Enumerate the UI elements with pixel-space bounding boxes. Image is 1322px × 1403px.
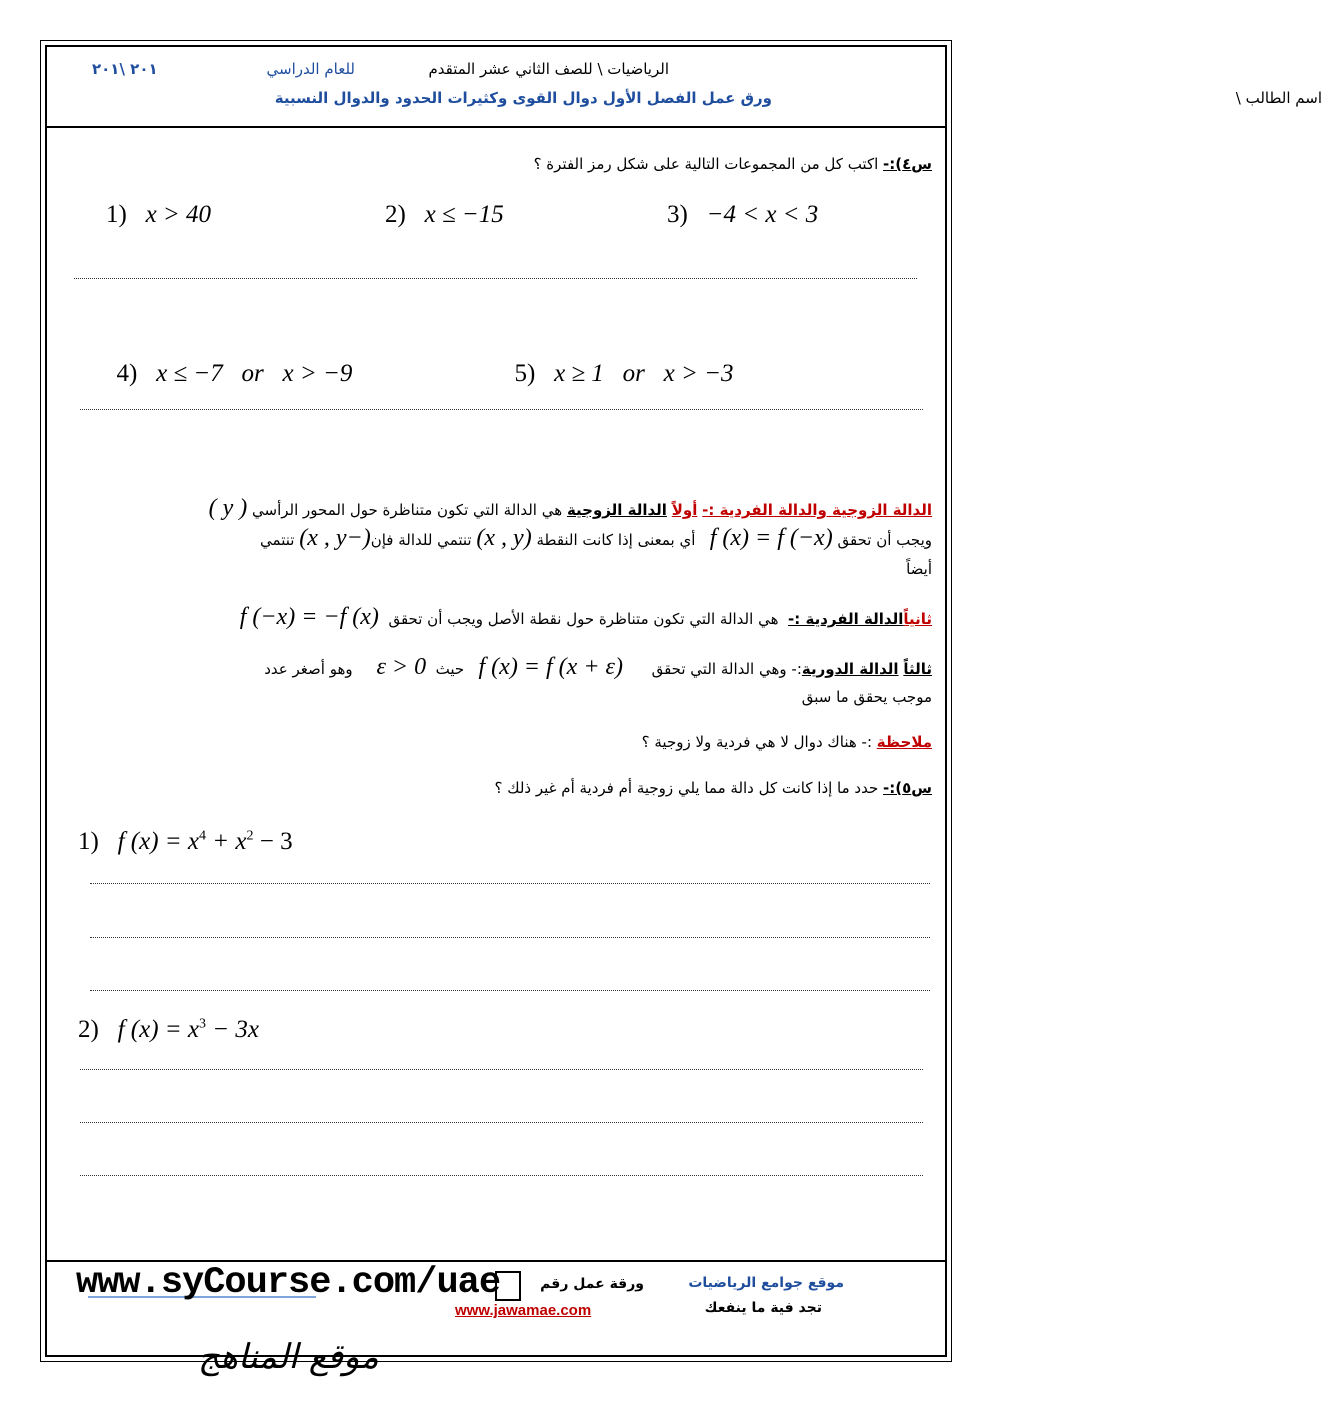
watermark-text: موقع المناهج xyxy=(198,1337,379,1377)
header-subject: الرياضيات \ للصف الثاني عشر المتقدم xyxy=(428,60,669,78)
even-condition: f (x) = f (−x) xyxy=(709,525,833,551)
even-label: الدالة الزوجية xyxy=(566,501,667,519)
second-label: ثانياً xyxy=(903,610,932,628)
periodic-condition: f (x) = f (x + ε) xyxy=(478,654,623,680)
q5-1-answer-line-1[interactable] xyxy=(90,883,930,884)
q4-item-3: 3) −4 < x < 3 xyxy=(667,201,819,228)
footer-slogan: تجد فية ما ينفعك xyxy=(704,1300,822,1316)
odd-def: ثانياًالدالة الفردية :- هي الدالة التي تكون متناظرة حول نقطة الأصل ويجب أن تحقق f (−x) = −f (x) xyxy=(239,604,932,630)
third-label: ثالثاً xyxy=(903,660,932,678)
q5-2-answer-line-2[interactable] xyxy=(80,1122,923,1123)
q4-answer-line-2[interactable] xyxy=(80,409,923,410)
footer-site-name: موقع جوامع الرياضيات xyxy=(688,1275,844,1291)
header-title: ورق عمل الفصل الأول دوال القوى وكثيرات الحدود والدوال النسبية xyxy=(274,89,772,107)
q5-prompt: حدد ما إذا كانت كل دالة مما يلي زوجية أم فردية أم غير ذلك ؟ xyxy=(494,779,879,797)
header-year-value: ٢٠١ \٢٠١ xyxy=(92,60,158,78)
watermark-url[interactable]: www.syCourse.com/uae xyxy=(76,1262,501,1304)
periodic-label: الدالة الدورية xyxy=(801,660,899,678)
even-def-line1: الدالة الزوجية والدالة الفردية :- أولاً الدالة الزوجية هي الدالة التي تكون متناظرة حول المحور الرأسي ( y ) xyxy=(208,495,932,521)
q5-1-answer-line-3[interactable] xyxy=(90,990,930,991)
q5-1-answer-line-2[interactable] xyxy=(90,937,930,938)
note-label: ملاحظة xyxy=(876,733,932,751)
q4-answer-line-1[interactable] xyxy=(74,278,917,279)
note: ملاحظة :- هناك دوال لا هي فردية ولا زوجية ؟ xyxy=(641,733,932,751)
q5-item-2: 2) f $(x) = x^3 - 3x$ xyxy=(78,1016,259,1043)
header-year-label: للعام الدراسي xyxy=(266,60,355,78)
header-divider xyxy=(45,126,947,128)
q5-label: س٥):- xyxy=(883,779,932,797)
odd-condition: f (−x) = −f (x) xyxy=(239,604,379,630)
q4-item-5: 5) x ≥ 1 or x > −3 xyxy=(514,360,734,387)
footer-worksheet-label: ورقة عمل رقم xyxy=(540,1276,644,1292)
periodic-def-line2: موجب يحقق ما سبق xyxy=(801,688,932,706)
q4-prompt: اكتب كل من المجموعات التالية على شكل رمز الفترة ؟ xyxy=(533,155,879,173)
q4-item-4: 4) x ≤ −7 or x > −9 xyxy=(116,360,353,387)
q4-question xyxy=(534,155,932,173)
even-def-line3: أيضاً xyxy=(906,560,932,578)
q5-2-answer-line-1[interactable] xyxy=(80,1069,923,1070)
q4-item-1: 1) x > 40 xyxy=(106,201,212,228)
periodic-def-line1: ثالثاً الدالة الدورية:- وهي الدالة التي تحقق f (x) = f (x + ε) حيث ε > 0 وهو أصغر عدد xyxy=(264,654,932,680)
first-label: أولاً xyxy=(671,501,698,519)
even-odd-heading: الدالة الزوجية والدالة الفردية :- xyxy=(702,501,932,519)
q4-label: س٤):- xyxy=(883,155,932,173)
epsilon-condition: ε > 0 xyxy=(376,654,427,680)
even-def-line2: ويجب أن تحقق f (x) = f (−x) أي بمعنى إذا كانت النقطة (x , y) تنتمي للدالة فإن(−x , y) تنتمي xyxy=(260,525,932,551)
footer-site-link[interactable]: www.jawamae.com xyxy=(455,1302,592,1319)
q5-item-1: 1) f $(x) = x^4 + x^2 - 3$ xyxy=(78,828,293,855)
q5-question xyxy=(494,779,932,797)
point-negx-y: (−x , y) xyxy=(299,525,371,551)
header-student-name: اسم الطالب \ xyxy=(1235,89,1322,107)
q4-item-2: 2) x ≤ −15 xyxy=(385,201,504,228)
axis-symbol: ( y ) xyxy=(208,495,248,521)
q5-2-answer-line-3[interactable] xyxy=(80,1175,923,1176)
point-xy: (x , y) xyxy=(476,525,532,551)
odd-label: الدالة الفردية :- xyxy=(788,610,904,628)
